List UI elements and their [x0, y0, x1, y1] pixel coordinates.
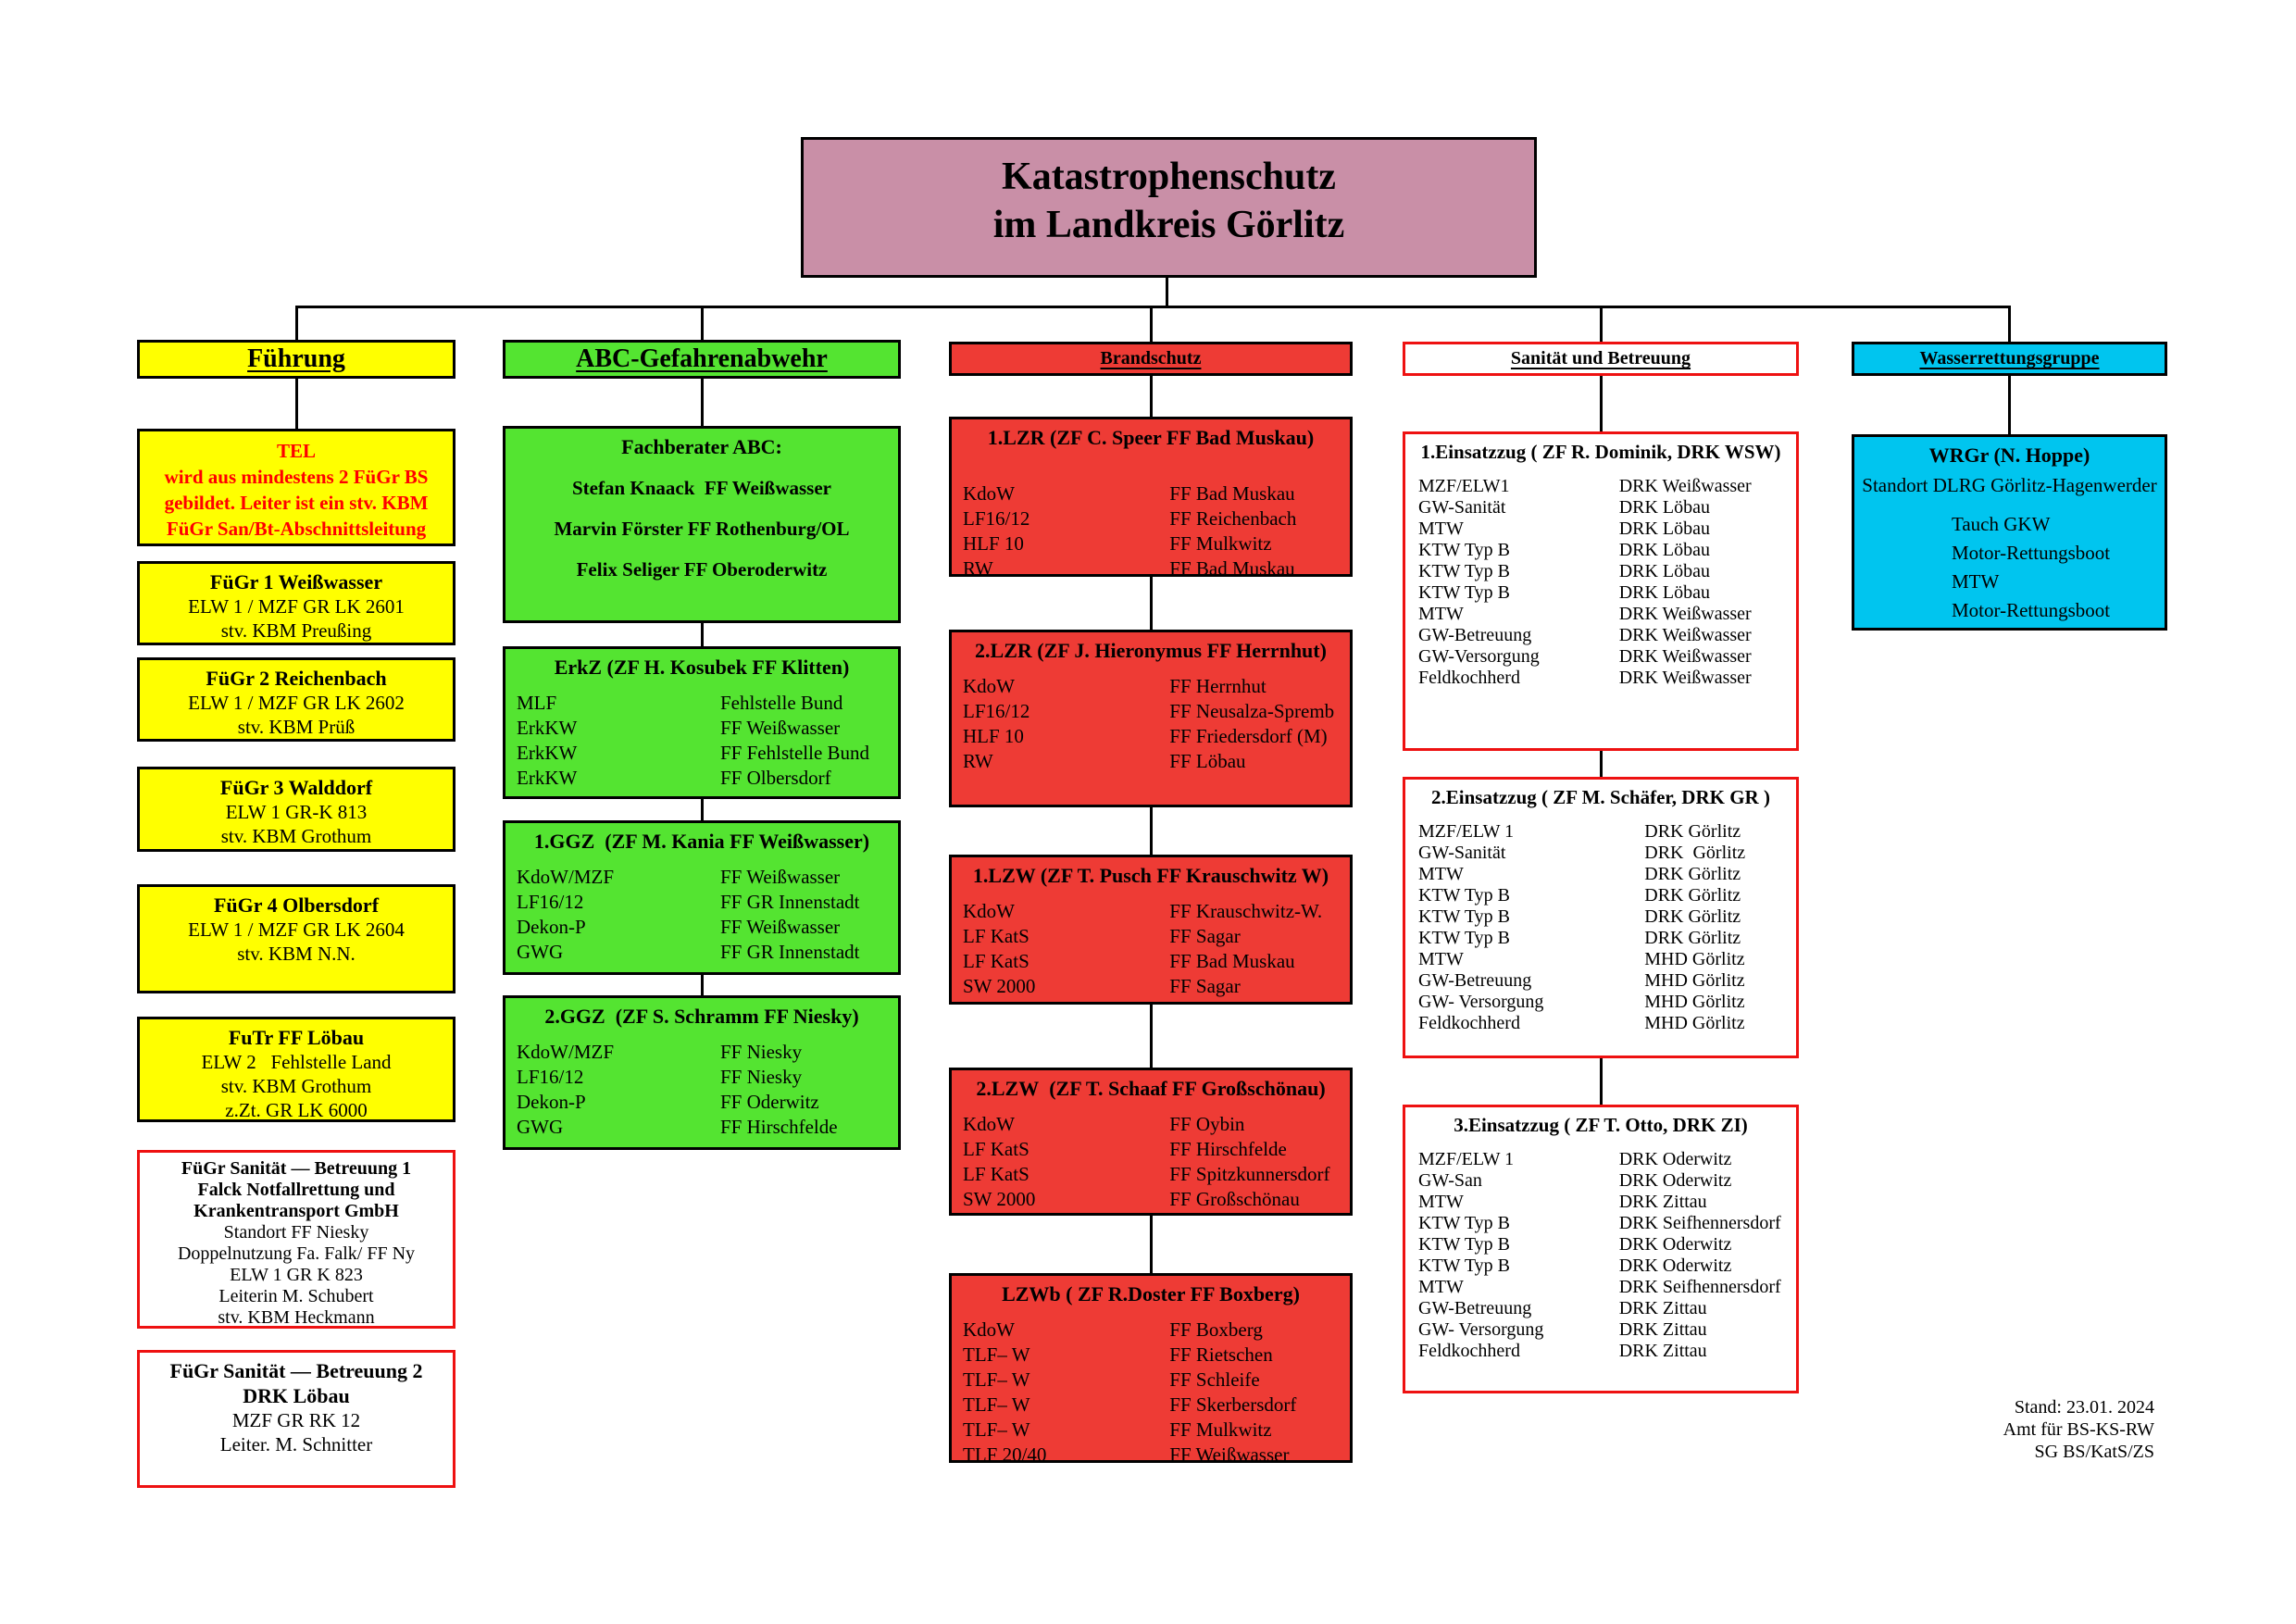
vehicle-row [1418, 821, 1783, 843]
vehicle-unit: FF Sagar [1169, 925, 1241, 947]
vehicle-unit: DRK Löbau [1618, 540, 1711, 560]
vehicle-row [1418, 1341, 1783, 1362]
einsatzzug-1-box [1403, 431, 1799, 751]
vehicle-unit: DRK Weißwasser [1618, 476, 1752, 496]
vehicle-row [1418, 604, 1783, 625]
connector-wrgr-1 [2008, 376, 2011, 434]
connector-stub-brandschutz [1150, 306, 1153, 343]
box-line: Doppelnutzung Fa. Falk/ FF Ny [177, 1243, 416, 1264]
fuegr-1-box [137, 561, 455, 645]
vehicle-unit: FF Rietschen [1169, 1343, 1273, 1366]
vehicle-type: MZF/ELW 1 [1418, 1149, 1515, 1169]
connector-brand-2 [1150, 577, 1153, 630]
footer-line: Stand: 23.01. 2024 [2014, 1397, 2154, 1418]
vehicle-unit: FF Großschönau [1169, 1188, 1300, 1210]
vehicle-type: GW-Betreuung [1418, 970, 1532, 991]
ggz-1-box [503, 820, 901, 975]
vehicle-row [1418, 582, 1783, 604]
vehicle-unit: FF Spitzkunnersdorf [1169, 1163, 1330, 1185]
box-line: Leiter. M. Schnitter [219, 1433, 373, 1455]
einsatzzug-3-box [1403, 1105, 1799, 1393]
vehicle-unit: Fehlstelle Bund [720, 692, 843, 714]
box-title: DRK Löbau [243, 1384, 350, 1407]
vehicle-unit: MHD Görlitz [1644, 992, 1745, 1012]
box-title: FüGr 1 Weißwasser [209, 570, 383, 593]
vehicle-type: LF16/12 [517, 891, 584, 913]
vehicle-type: KdoW [963, 1113, 1015, 1135]
vehicle-unit: FF Reichenbach [1169, 507, 1297, 530]
lzr-2-box [949, 630, 1353, 807]
vehicle-row [963, 1343, 1339, 1368]
box-title: 2.LZR (ZF J. Hieronymus FF Herrnhut) [975, 639, 1327, 662]
connector-abc-4 [701, 975, 704, 995]
box-line: stv. KBM Grothum [220, 825, 372, 847]
vehicle-row [1418, 864, 1783, 885]
box-title: FüGr Sanität — Betreuung 1 [181, 1158, 412, 1179]
vehicle-unit: MHD Görlitz [1644, 1013, 1745, 1033]
vehicle-row [517, 716, 887, 741]
vehicle-type: GW-Sanität [1418, 843, 1506, 863]
vehicle-row [1418, 992, 1783, 1013]
vehicle-row [1418, 561, 1783, 582]
vehicle-type: KdoW [963, 1318, 1015, 1341]
vehicle-type: KTW Typ B [1418, 928, 1510, 948]
connector-abc-3 [701, 799, 704, 820]
vehicle-type: TLF– W [963, 1343, 1030, 1366]
box-line: Standort DLRG Görlitz-Hagenwerder [1862, 474, 2157, 496]
vehicle-type: MTW [1418, 518, 1464, 539]
vehicle-row [1418, 1170, 1783, 1192]
box-title: Krankentransport GmbH [193, 1201, 399, 1221]
vehicle-row [1418, 1013, 1783, 1034]
vehicle-row [517, 1065, 887, 1090]
box-line: TEL [276, 440, 317, 462]
box-line: Stefan Knaack FF Weißwasser [571, 477, 831, 499]
box-line: ELW 1 GR-K 813 [225, 801, 368, 823]
vehicle-row [517, 940, 887, 965]
box-line: ELW 1 GR K 823 [230, 1265, 363, 1285]
vehicle-unit: DRK Görlitz [1644, 928, 1741, 948]
vehicle-type: GWG [517, 941, 564, 963]
vehicle-row [963, 674, 1339, 699]
vehicle-unit: FF GR Innenstadt [720, 891, 860, 913]
wrgr-box [1852, 434, 2167, 631]
vehicle-row [1418, 476, 1783, 497]
vehicle-type: GW-San [1418, 1170, 1482, 1191]
connector-stub-abc [701, 306, 704, 343]
vehicle-type: SW 2000 [963, 1188, 1036, 1210]
box-line: stv. KBM Prüß [237, 716, 356, 738]
connector-title-vertical [1166, 278, 1168, 307]
connector-san-2 [1600, 751, 1603, 777]
fuegr-sanitaet-betreuung-2-box [137, 1350, 455, 1488]
box-title: 1.GGZ (ZF M. Kania FF Weißwasser) [533, 830, 870, 853]
vehicle-type: GW- Versorgung [1418, 992, 1544, 1012]
vehicle-unit: DRK Oderwitz [1618, 1255, 1732, 1276]
vehicle-unit: FF Oybin [1169, 1113, 1245, 1135]
vehicle-unit: DRK Löbau [1618, 582, 1711, 603]
vehicle-unit: FF Mulkwitz [1169, 1418, 1272, 1441]
vehicle-list-item: MTW [1952, 570, 2000, 593]
vehicle-unit: FF Niesky [720, 1066, 803, 1088]
vehicle-type: MZF/ELW1 [1418, 476, 1510, 496]
connector-abc-2 [701, 623, 704, 646]
vehicle-type: SW 2000 [963, 975, 1036, 997]
box-line: Felix Seliger FF Oberoderwitz [576, 558, 828, 581]
vehicle-type: MZF/ELW 1 [1418, 821, 1515, 842]
box-title: 2.GGZ (ZF S. Schramm FF Niesky) [544, 1005, 859, 1028]
vehicle-row [963, 556, 1339, 581]
vehicle-row [1418, 1213, 1783, 1234]
vehicle-unit: DRK Seifhennersdorf [1618, 1277, 1781, 1297]
vehicle-unit: FF Skerbersdorf [1169, 1393, 1297, 1416]
connector-san-1 [1600, 376, 1603, 431]
vehicle-row [963, 481, 1339, 506]
fuegr-3-box [137, 767, 455, 852]
vehicle-unit: FF GR Innenstadt [720, 941, 860, 963]
vehicle-type: LF16/12 [517, 1066, 584, 1088]
vehicle-row [963, 1187, 1339, 1212]
vehicle-unit: DRK Oderwitz [1618, 1234, 1732, 1255]
vehicle-type: GW-Betreuung [1418, 1298, 1532, 1318]
vehicle-type: KdoW [963, 900, 1015, 922]
vehicle-type: HLF 10 [963, 725, 1024, 747]
vehicle-type: TLF– W [963, 1393, 1030, 1416]
column-header-abc-gefahrenabwehr: ABC-Gefahrenabwehr [503, 340, 901, 379]
connector-fuehrung-tel [295, 379, 298, 429]
vehicle-unit: DRK Görlitz [1644, 885, 1741, 906]
vehicle-row [1418, 646, 1783, 668]
lzw-2-box [949, 1068, 1353, 1216]
vehicle-row [1418, 1149, 1783, 1170]
vehicle-row [1418, 625, 1783, 646]
vehicle-row [1418, 540, 1783, 561]
vehicle-type: LF KatS [963, 925, 1029, 947]
chart-title [801, 137, 1537, 278]
column-header-brandschutz: Brandschutz [949, 342, 1353, 376]
vehicle-unit: FF Bad Muskau [1169, 482, 1295, 505]
vehicle-row [1418, 949, 1783, 970]
box-title: 1.Einsatzzug ( ZF R. Dominik, DRK WSW) [1420, 441, 1781, 463]
vehicle-row [1418, 1255, 1783, 1277]
vehicle-unit: DRK Weißwasser [1618, 668, 1752, 688]
vehicle-row [517, 766, 887, 791]
vehicle-unit: DRK Löbau [1618, 561, 1711, 581]
vehicle-type: GWG [517, 1116, 564, 1138]
vehicle-row [963, 724, 1339, 749]
lzwb-box [949, 1273, 1353, 1466]
vehicle-unit: DRK Zittau [1618, 1192, 1707, 1212]
vehicle-unit: DRK Weißwasser [1618, 604, 1752, 624]
vehicle-type: GW-Versorgung [1418, 646, 1540, 667]
box-title: FüGr 4 Olbersdorf [213, 893, 380, 917]
box-title: FüGr 2 Reichenbach [206, 667, 387, 690]
box-title: 1.LZW (ZF T. Pusch FF Krauschwitz W) [972, 864, 1329, 887]
box-line: MZF GR RK 12 [231, 1409, 361, 1431]
vehicle-type: Dekon-P [517, 1091, 586, 1113]
vehicle-row [517, 865, 887, 890]
vehicle-row [963, 1162, 1339, 1187]
vehicle-row [517, 890, 887, 915]
box-title: 2.LZW (ZF T. Schaaf FF Großschönau) [976, 1077, 1326, 1100]
vehicle-type: TLF 20/40 [963, 1443, 1047, 1466]
box-line: wird aus mindestens 2 FüGr BS [164, 466, 429, 488]
vehicle-type: KTW Typ B [1418, 885, 1510, 906]
box-title: 2.Einsatzzug ( ZF M. Schäfer, DRK GR ) [1431, 786, 1770, 808]
vehicle-type: GW- Versorgung [1418, 1319, 1544, 1340]
vehicle-unit: FF Bad Muskau [1169, 950, 1295, 972]
vehicle-row [1418, 1192, 1783, 1213]
vehicle-unit: DRK Görlitz [1644, 906, 1741, 927]
box-title: FuTr FF Löbau [228, 1026, 365, 1049]
vehicle-unit: FF Weißwasser [720, 916, 841, 938]
vehicle-type: LF KatS [963, 950, 1029, 972]
connector-brand-4 [1150, 1005, 1153, 1068]
vehicle-unit: FF Löbau [1169, 750, 1246, 772]
vehicle-row [1418, 885, 1783, 906]
vehicle-type: GW-Sanität [1418, 497, 1506, 518]
vehicle-type: KTW Typ B [1418, 906, 1510, 927]
vehicle-type: LF KatS [963, 1138, 1029, 1160]
vehicle-type: Feldkochherd [1418, 1013, 1520, 1033]
vehicle-unit: FF Oderwitz [720, 1091, 819, 1113]
box-line: FüGr San/Bt-Abschnittsleitung [166, 518, 427, 540]
vehicle-unit: FF Hirschfelde [720, 1116, 838, 1138]
erkz-box [503, 646, 901, 799]
futr-ff-loebau-box [137, 1017, 455, 1122]
vehicle-type: KTW Typ B [1418, 540, 1510, 560]
vehicle-type: Feldkochherd [1418, 668, 1520, 688]
vehicle-unit: DRK Zittau [1618, 1319, 1707, 1340]
box-line: ELW 1 / MZF GR LK 2601 [188, 595, 405, 618]
box-title: 3.Einsatzzug ( ZF T. Otto, DRK ZI) [1454, 1114, 1748, 1136]
vehicle-list-item: Tauch GKW [1952, 513, 2051, 535]
vehicle-unit: DRK Görlitz [1644, 843, 1746, 863]
vehicle-row [1418, 497, 1783, 518]
vehicle-row [517, 691, 887, 716]
connector-stub-fuehrung [295, 306, 298, 343]
lzr-1-box [949, 417, 1353, 580]
vehicle-type: KTW Typ B [1418, 582, 1510, 603]
vehicle-type: HLF 10 [963, 532, 1024, 555]
fuegr-4-box [137, 884, 455, 993]
connector-brand-1 [1150, 376, 1153, 417]
vehicle-type: GW-Betreuung [1418, 625, 1532, 645]
footer-line: Amt für BS-KS-RW [2003, 1419, 2154, 1440]
vehicle-row [517, 741, 887, 766]
vehicle-row [517, 1040, 887, 1065]
vehicle-type: MTW [1418, 1277, 1464, 1297]
vehicle-row [963, 1137, 1339, 1162]
ggz-2-box [503, 995, 901, 1150]
box-line: stv. KBM Heckmann [218, 1307, 375, 1328]
vehicle-unit: FF Krauschwitz-W. [1169, 900, 1323, 922]
vehicle-type: KdoW/MZF [517, 1041, 614, 1063]
box-line: stv. KBM Preußing [220, 619, 372, 642]
vehicle-row [963, 699, 1339, 724]
vehicle-type: KTW Typ B [1418, 1213, 1510, 1233]
vehicle-row [963, 899, 1339, 924]
fuegr-2-box [137, 657, 455, 742]
vehicle-row [1418, 906, 1783, 928]
box-title: Falck Notfallrettung und [197, 1180, 395, 1200]
column-header-sanitaet-und-betreuung: Sanität und Betreuung [1403, 342, 1799, 376]
vehicle-unit: DRK Löbau [1618, 518, 1711, 539]
vehicle-type: KdoW [963, 482, 1015, 505]
vehicle-type: MTW [1418, 1192, 1464, 1212]
box-title: ErkZ (ZF H. Kosubek FF Klitten) [554, 656, 850, 679]
connector-abc-1 [701, 379, 704, 426]
box-line: Leiterin M. Schubert [218, 1286, 374, 1306]
chart-title-line-1: Katastrophenschutz [1002, 156, 1336, 198]
vehicle-type: KdoW [963, 675, 1015, 697]
vehicle-type: LF16/12 [963, 507, 1030, 530]
vehicle-type: ErkKW [517, 742, 578, 764]
vehicle-unit: MHD Görlitz [1644, 970, 1745, 991]
box-title: LZWb ( ZF R.Doster FF Boxberg) [1002, 1282, 1300, 1305]
vehicle-row [963, 924, 1339, 949]
vehicle-unit: FF Herrnhut [1169, 675, 1267, 697]
box-line: stv. KBM N.N. [237, 943, 356, 965]
vehicle-unit: FF Olbersdorf [720, 767, 831, 789]
box-line: gebildet. Leiter ist ein stv. KBM [164, 492, 429, 514]
vehicle-row [963, 1443, 1339, 1468]
vehicle-row [963, 749, 1339, 774]
vehicle-unit: FF Friedersdorf (M) [1169, 725, 1328, 747]
vehicle-row [963, 1368, 1339, 1393]
vehicle-row [963, 1318, 1339, 1343]
vehicle-row [1418, 928, 1783, 949]
box-title: Fachberater ABC: [621, 435, 782, 458]
vehicle-type: Feldkochherd [1418, 1341, 1520, 1361]
vehicle-row [963, 531, 1339, 556]
box-line: Marvin Förster FF Rothenburg/OL [554, 518, 850, 540]
vehicle-type: MLF [517, 692, 557, 714]
vehicle-type: ErkKW [517, 767, 578, 789]
vehicle-type: TLF– W [963, 1368, 1030, 1391]
vehicle-type: Dekon-P [517, 916, 586, 938]
vehicle-unit: FF Mulkwitz [1169, 532, 1272, 555]
vehicle-unit: FF Weißwasser [720, 717, 841, 739]
vehicle-unit: DRK Weißwasser [1618, 646, 1752, 667]
vehicle-row [517, 915, 887, 940]
vehicle-row [963, 949, 1339, 974]
vehicle-type: KTW Typ B [1418, 1234, 1510, 1255]
chart-title-line-2: im Landkreis Görlitz [992, 204, 1345, 246]
vehicle-unit: FF Sagar [1169, 975, 1241, 997]
vehicle-unit: FF Fehlstelle Bund [720, 742, 870, 764]
vehicle-type: KTW Typ B [1418, 561, 1510, 581]
vehicle-unit: FF Weißwasser [720, 866, 841, 888]
vehicle-type: KdoW/MZF [517, 866, 614, 888]
vehicle-unit: FF Niesky [720, 1041, 803, 1063]
vehicle-type: MTW [1418, 949, 1464, 969]
vehicle-type: RW [963, 750, 993, 772]
box-title: FüGr 3 Walddorf [219, 776, 373, 799]
box-line: ELW 1 / MZF GR LK 2604 [188, 918, 405, 941]
fachberater-abc-box [503, 426, 901, 623]
box-line: ELW 1 / MZF GR LK 2602 [188, 692, 405, 714]
vehicle-unit: FF Weißwasser [1169, 1443, 1290, 1466]
connector-stub-sanitaet [1600, 306, 1603, 343]
vehicle-unit: DRK Zittau [1618, 1298, 1707, 1318]
vehicle-unit: DRK Weißwasser [1618, 625, 1752, 645]
vehicle-type: RW [963, 557, 993, 580]
vehicle-row [1418, 1234, 1783, 1255]
lzw-1-box [949, 855, 1353, 1005]
vehicle-row [1418, 518, 1783, 540]
vehicle-unit: DRK Oderwitz [1618, 1149, 1732, 1169]
vehicle-unit: DRK Löbau [1618, 497, 1711, 518]
connector-brand-5 [1150, 1216, 1153, 1273]
vehicle-row [517, 1090, 887, 1115]
vehicle-row [1418, 668, 1783, 689]
vehicle-row [963, 1418, 1339, 1443]
vehicle-type: ErkKW [517, 717, 578, 739]
vehicle-row [1418, 970, 1783, 992]
vehicle-unit: DRK Görlitz [1644, 864, 1741, 884]
vehicle-row [963, 1393, 1339, 1418]
connector-san-3 [1600, 1058, 1603, 1105]
box-line: z.Zt. GR LK 6000 [225, 1099, 368, 1121]
vehicle-unit: FF Bad Muskau [1169, 557, 1295, 580]
vehicle-row [963, 506, 1339, 531]
connector-brand-3 [1150, 807, 1153, 855]
vehicle-row [517, 1115, 887, 1140]
box-line: Standort FF Niesky [223, 1222, 369, 1243]
footer-line: SG BS/KatS/ZS [2034, 1442, 2154, 1462]
vehicle-unit: FF Schleife [1169, 1368, 1260, 1391]
vehicle-type: TLF– W [963, 1418, 1030, 1441]
einsatzzug-2-box [1403, 777, 1799, 1058]
connector-stub-wasserrettung [2008, 306, 2011, 343]
vehicle-row [963, 974, 1339, 999]
vehicle-type: LF KatS [963, 1163, 1029, 1185]
vehicle-unit: FF Neusalza-Spremb [1169, 700, 1335, 722]
vehicle-row [1418, 1298, 1783, 1319]
vehicle-row [963, 1112, 1339, 1137]
connector-horizontal [295, 306, 2011, 308]
vehicle-type: LF16/12 [963, 700, 1030, 722]
box-title: FüGr Sanität — Betreuung 2 [169, 1359, 423, 1382]
vehicle-unit: DRK Görlitz [1644, 821, 1741, 842]
box-line: ELW 2 Fehlstelle Land [201, 1051, 392, 1073]
box-title: WRGr (N. Hoppe) [1928, 443, 2090, 467]
column-header-wasserrettungsgruppe: Wasserrettungsgruppe [1852, 342, 2167, 376]
vehicle-list-item: Motor-Rettungsboot [1952, 542, 2111, 564]
vehicle-unit: DRK Seifhennersdorf [1618, 1213, 1781, 1233]
vehicle-type: MTW [1418, 864, 1464, 884]
vehicle-unit: DRK Oderwitz [1618, 1170, 1732, 1191]
footer-note [2003, 1396, 2154, 1463]
vehicle-unit: DRK Zittau [1618, 1341, 1707, 1361]
vehicle-type: MTW [1418, 604, 1464, 624]
vehicle-unit: FF Boxberg [1169, 1318, 1263, 1341]
box-line: stv. KBM Grothum [220, 1075, 372, 1097]
tel-box [137, 429, 455, 546]
vehicle-list-item: Motor-Rettungsboot [1952, 599, 2111, 621]
vehicle-type: KTW Typ B [1418, 1255, 1510, 1276]
box-title: 1.LZR (ZF C. Speer FF Bad Muskau) [987, 426, 1315, 449]
vehicle-unit: FF Hirschfelde [1169, 1138, 1287, 1160]
fuegr-sanitaet-betreuung-1-box [137, 1150, 455, 1329]
column-header-fuehrung: Führung [137, 340, 455, 379]
vehicle-row [1418, 1277, 1783, 1298]
vehicle-row [1418, 1319, 1783, 1341]
vehicle-row [1418, 843, 1783, 864]
vehicle-unit: MHD Görlitz [1644, 949, 1745, 969]
